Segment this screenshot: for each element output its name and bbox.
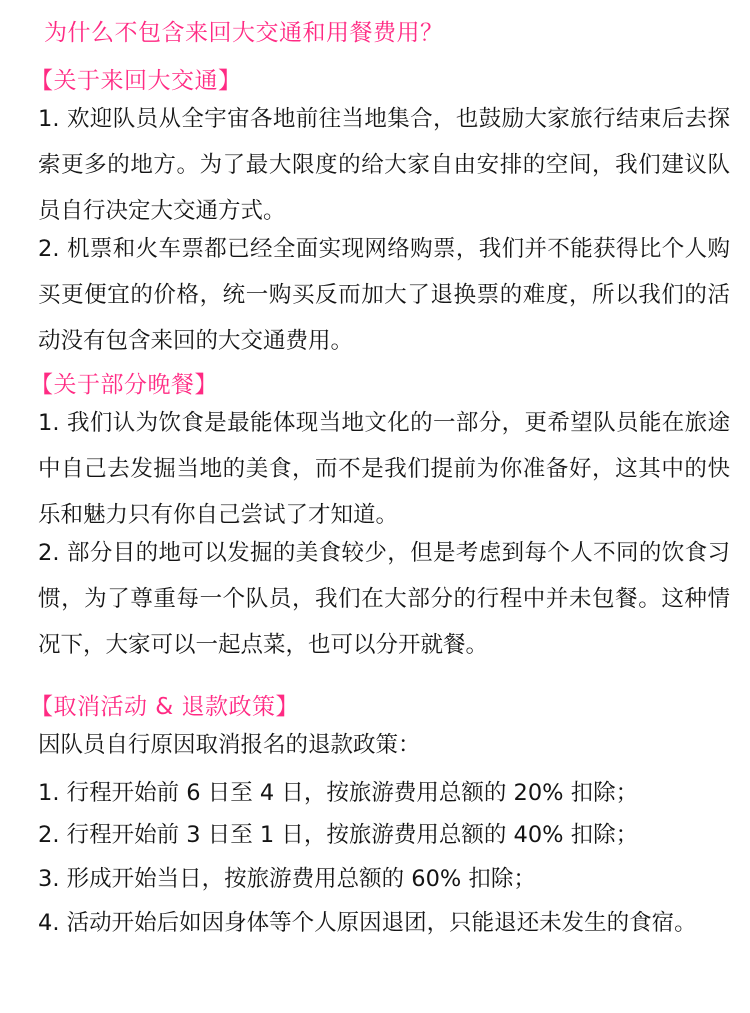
page-title: 为什么不包含来回大交通和用餐费用？ [44, 20, 444, 46]
refund-item-2: 2. 行程开始前 3 日至 1 日，按旅游费用总额的 40% 扣除； [38, 822, 639, 848]
refund-item-3: 3. 形成开始当日，按旅游费用总额的 60% 扣除； [38, 866, 536, 892]
transport-paragraph-2: 2. 机票和火车票都已经全面实现网络购票，我们并不能获得比个人购买更便宜的价格，统一购买反而加大了退换票的难度，所以我们的活动没有包含来回的大交通费用。 [38, 236, 730, 354]
refund-item-4: 4. 活动开始后如因身体等个人原因退团，只能退还未发生的食宿。 [38, 910, 697, 936]
transport-paragraph-1: 1. 欢迎队员从全宇宙各地前往当地集合，也鼓励大家旅行结束后去探索更多的地方。为了最大限度的给大家自由安排的空间，我们建议队员自行决定大交通方式。 [38, 106, 730, 224]
section-heading-dinner: 【关于部分晚餐】 [30, 372, 218, 398]
section-heading-transport: 【关于来回大交通】 [30, 68, 242, 94]
refund-intro: 因队员自行原因取消报名的退款政策： [38, 732, 421, 758]
dinner-paragraph-1: 1. 我们认为饮食是最能体现当地文化的一部分，更希望队员能在旅途中自己去发掘当地的美食，而不是我们提前为你准备好，这其中的快乐和魅力只有你自己尝试了才知道。 [38, 410, 730, 528]
section-heading-refund: 【取消活动 & 退款政策】 [30, 694, 300, 720]
refund-item-1: 1. 行程开始前 6 日至 4 日，按旅游费用总额的 20% 扣除； [38, 780, 639, 806]
dinner-paragraph-2: 2. 部分目的地可以发掘的美食较少，但是考虑到每个人不同的饮食习惯，为了尊重每一个队员，我们在大部分的行程中并未包餐。这种情况下，大家可以一起点菜，也可以分开就餐。 [38, 540, 730, 658]
